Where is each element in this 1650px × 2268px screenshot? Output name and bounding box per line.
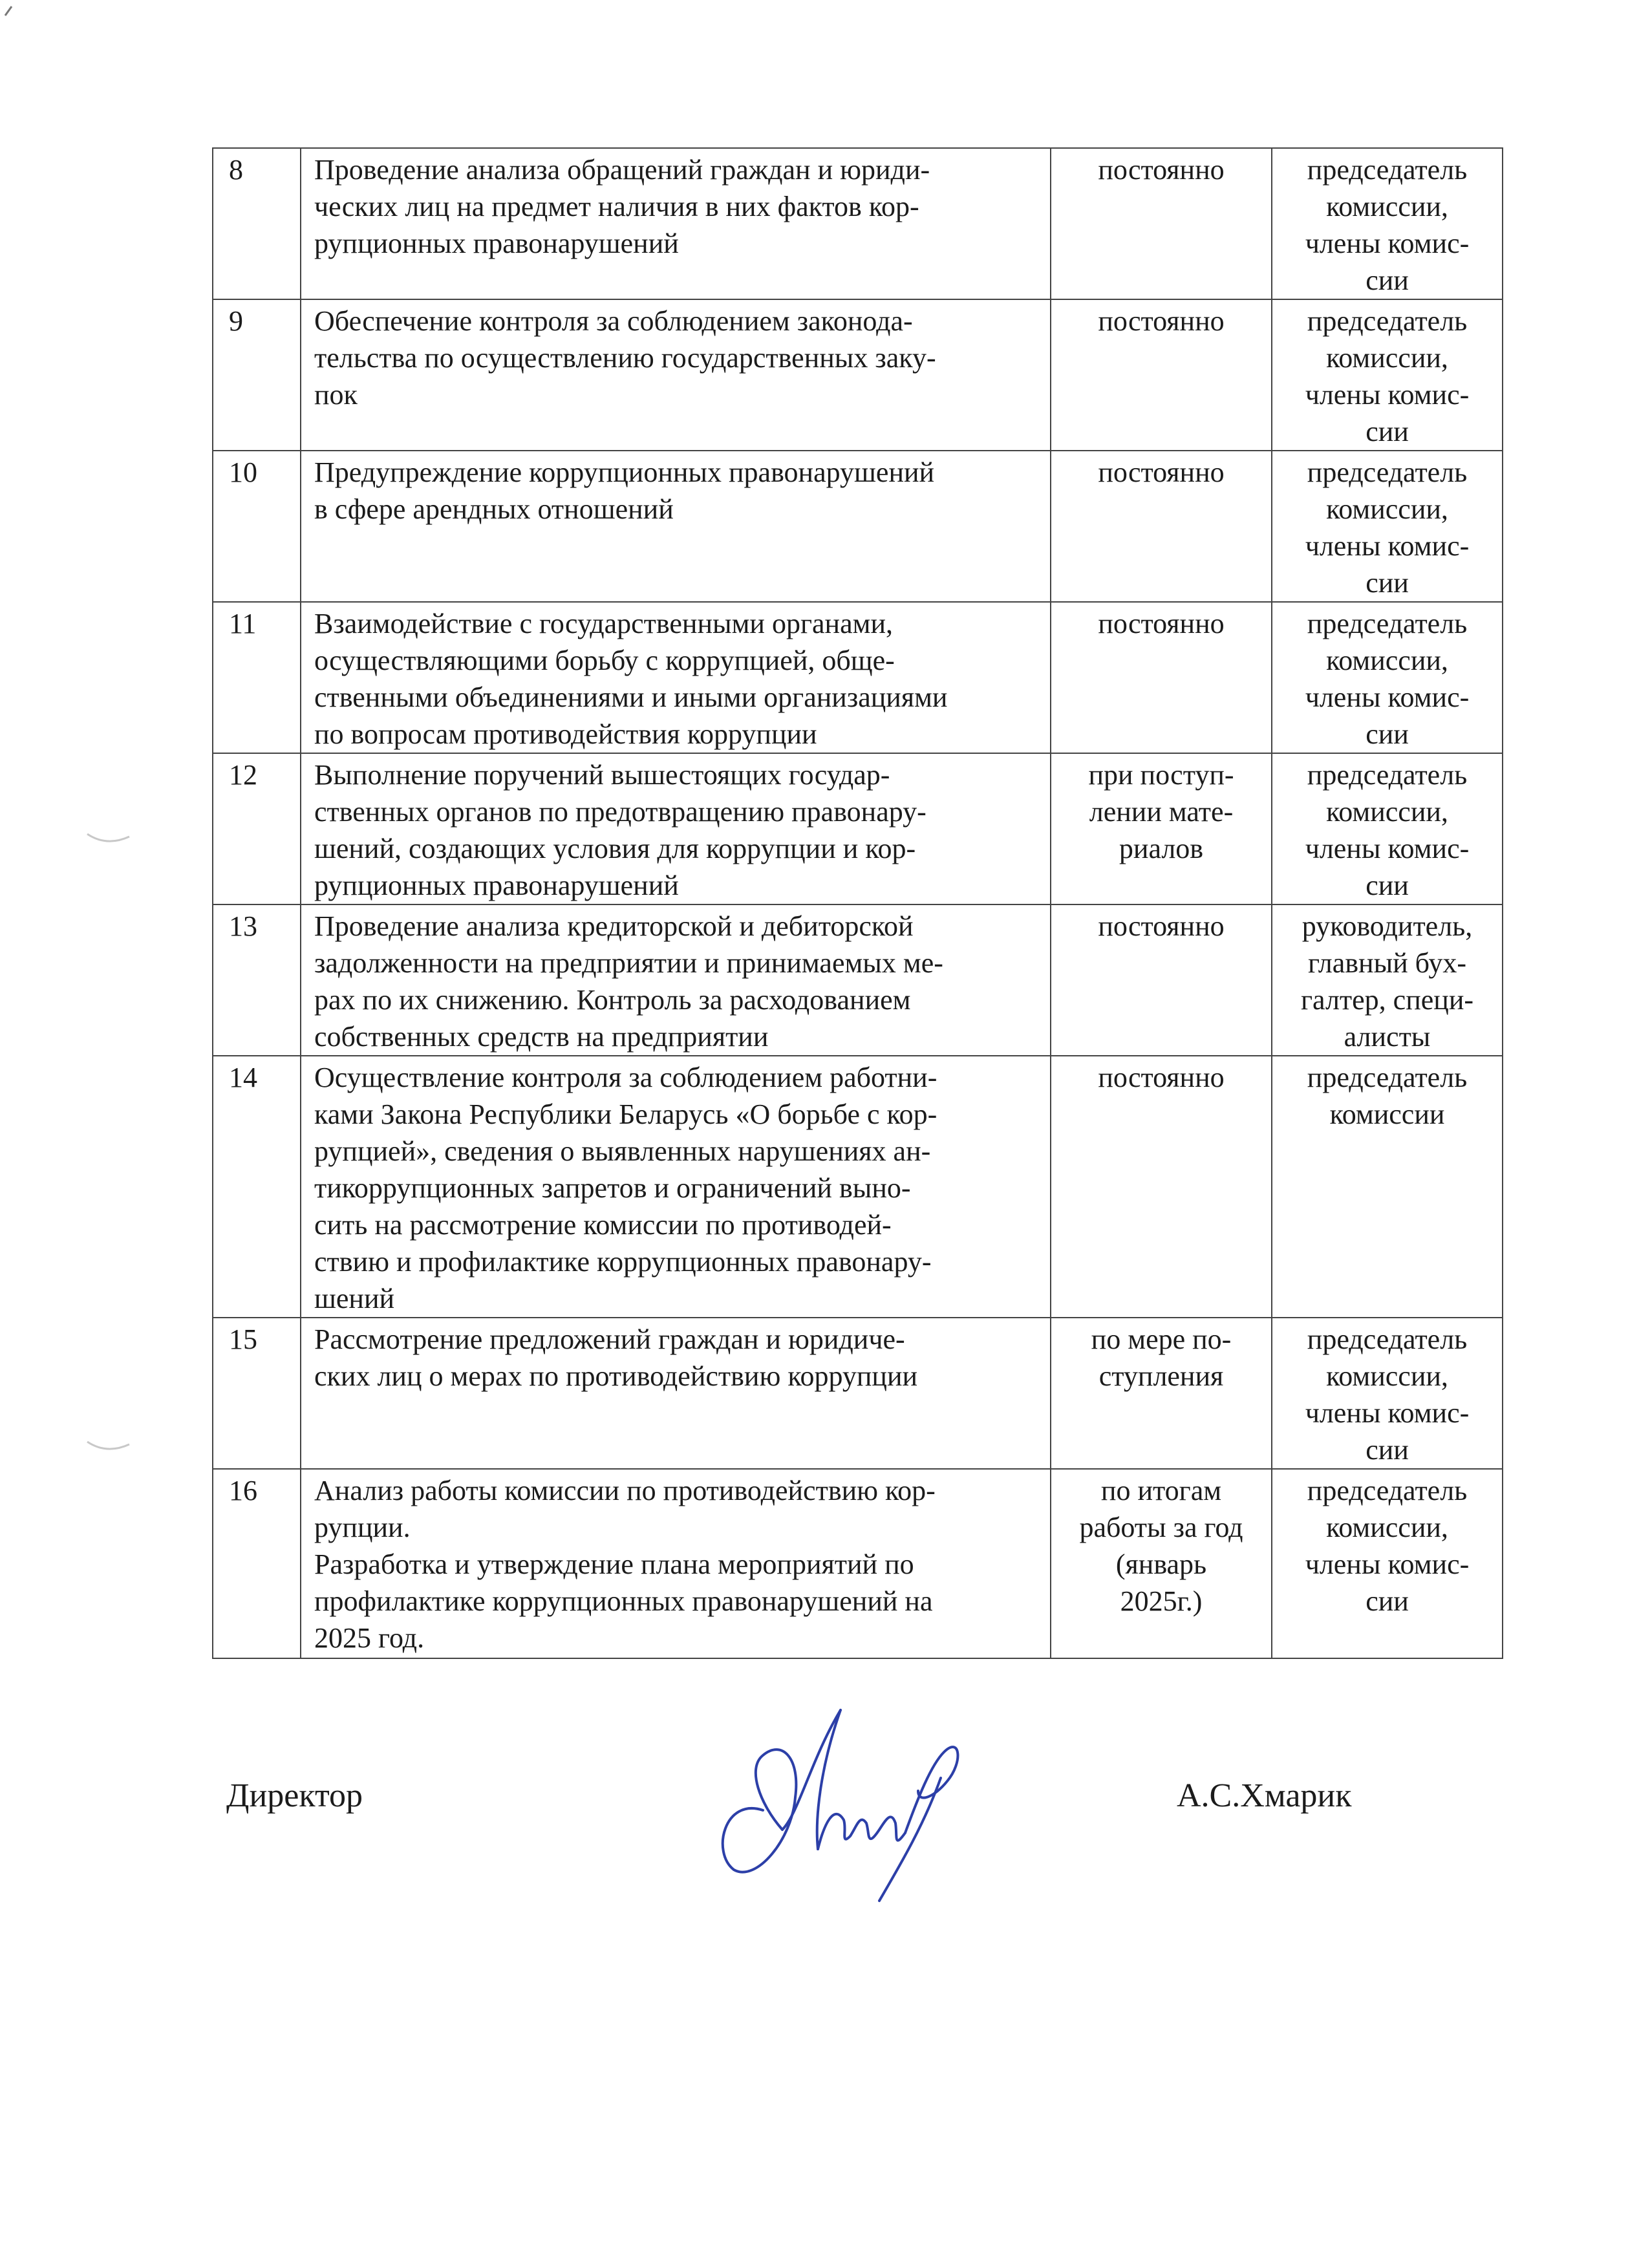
deadline-text (1051, 148, 1272, 299)
responsible-text (1272, 1056, 1503, 1318)
row-number (213, 602, 301, 753)
responsible-text-value: председатель комиссии (1307, 1062, 1468, 1130)
table-row (213, 1469, 1503, 1658)
deadline-text-value: по итогам работы за год (январь 2025г.) (1079, 1475, 1243, 1617)
responsible-text-value: председатель комиссии, члены комис- сии (1305, 456, 1470, 599)
deadline-text (1051, 1469, 1272, 1658)
row-number (213, 451, 301, 602)
table-row (213, 148, 1503, 299)
responsible-text (1272, 1318, 1503, 1469)
row-number (213, 1469, 301, 1658)
responsible-text-value: председатель комиссии, члены комис- сии (1305, 1323, 1470, 1466)
measure-text (301, 1056, 1051, 1318)
responsible-text-value: председатель комиссии, члены комис- сии (1305, 608, 1470, 750)
deadline-text-value: постоянно (1098, 305, 1225, 337)
measure-text (301, 753, 1051, 904)
deadline-text (1051, 299, 1272, 451)
scan-mark (0, 0, 26, 26)
responsible-text (1272, 299, 1503, 451)
table-row (213, 1318, 1503, 1469)
responsible-text-value: председатель комиссии, члены комис- сии (1305, 1475, 1470, 1617)
deadline-text-value: постоянно (1098, 1062, 1225, 1093)
director-name: А.С.Хмарик (1177, 1777, 1352, 1814)
responsible-text-value: председатель комиссии, члены комис- сии (1305, 154, 1470, 296)
measure-text-value: Выполнение поручений вышестоящих государ- ственных органов по предотвращению правонару- шений, создающих условия для коррупции и кор- рупционных правонарушений (314, 759, 927, 901)
table-row (213, 1056, 1503, 1318)
row-number-value: 13 (229, 910, 257, 942)
measure-text (301, 451, 1051, 602)
measure-text (301, 299, 1051, 451)
measure-text (301, 1469, 1051, 1658)
table-row (213, 451, 1503, 602)
measure-text (301, 904, 1051, 1056)
responsible-text (1272, 602, 1503, 753)
measure-text-value: Проведение анализа кредиторской и дебиторской задолженности на предприятии и принимаемых ме- рах по их снижению. Контроль за расходованием собственных средств на предприятии (314, 910, 943, 1053)
responsible-text-value: руководитель, главный бух- галтер, специ- алисты (1300, 910, 1474, 1053)
row-number-value: 16 (229, 1475, 257, 1506)
measures-table (212, 147, 1503, 1659)
measure-text (301, 1318, 1051, 1469)
director-signature (685, 1700, 996, 1914)
deadline-text-value: постоянно (1098, 608, 1225, 639)
table-row (213, 904, 1503, 1056)
responsible-text (1272, 1469, 1503, 1658)
deadline-text (1051, 602, 1272, 753)
deadline-text-value: постоянно (1098, 154, 1225, 186)
measure-text-value: Предупреждение коррупционных правонарушений в сфере арендных отношений (314, 456, 935, 525)
measure-text-value: Рассмотрение предложений граждан и юридиче- ских лиц о мерах по противодействию коррупции (314, 1323, 918, 1392)
scan-mark (81, 828, 139, 853)
measure-text (301, 602, 1051, 753)
deadline-text-value: постоянно (1098, 910, 1225, 942)
row-number-value: 9 (229, 305, 243, 337)
deadline-text (1051, 451, 1272, 602)
row-number-value: 15 (229, 1323, 257, 1355)
row-number-value: 14 (229, 1062, 257, 1093)
deadline-text (1051, 753, 1272, 904)
table-row (213, 753, 1503, 904)
responsible-text-value: председатель комиссии, члены комис- сии (1305, 305, 1470, 447)
table-row (213, 602, 1503, 753)
row-number (213, 148, 301, 299)
row-number (213, 904, 301, 1056)
table-row (213, 299, 1503, 451)
director-position: Директор (226, 1777, 363, 1814)
row-number (213, 1056, 301, 1318)
row-number (213, 753, 301, 904)
responsible-text (1272, 753, 1503, 904)
deadline-text-value: по мере по- ступления (1091, 1323, 1232, 1392)
scan-mark (81, 1435, 139, 1461)
table-body (213, 148, 1503, 1658)
responsible-text (1272, 451, 1503, 602)
measure-text-value: Анализ работы комиссии по противодействию кор- рупции. Разработка и утверждение плана мероприятий по профилактике коррупционных правонарушений на 2025 год. (314, 1475, 936, 1654)
row-number-value: 11 (229, 608, 257, 639)
deadline-text-value: при поступ- лении мате- риалов (1088, 759, 1234, 864)
row-number-value: 8 (229, 154, 243, 186)
measure-text-value: Взаимодействие с государственными органами, осуществляющими борьбу с коррупцией, обще- ственными объединениями и иными организациями по вопросам противодействия коррупции (314, 608, 948, 750)
responsible-text-value: председатель комиссии, члены комис- сии (1305, 759, 1470, 901)
measure-text-value: Обеспечение контроля за соблюдением законода- тельства по осуществлению государственных заку- пок (314, 305, 936, 411)
responsible-text (1272, 904, 1503, 1056)
row-number-value: 12 (229, 759, 257, 791)
row-number (213, 1318, 301, 1469)
responsible-text (1272, 148, 1503, 299)
deadline-text (1051, 1318, 1272, 1469)
row-number (213, 299, 301, 451)
row-number-value: 10 (229, 456, 257, 488)
measure-text-value: Проведение анализа обращений граждан и юриди- ческих лиц на предмет наличия в них фактов кор- рупционных правонарушений (314, 154, 930, 259)
deadline-text (1051, 904, 1272, 1056)
measure-text-value: Осуществление контроля за соблюдением работни- ками Закона Республики Беларусь «О борьбе с кор- рупцией», сведения о выявленных нарушениях ан- тикоррупционных запретов и ограничений выно- сить на рассмотрение комиссии по противодей- ствию и профилактике коррупционных правонару- шений (314, 1062, 938, 1314)
deadline-text-value: постоянно (1098, 456, 1225, 488)
deadline-text (1051, 1056, 1272, 1318)
measure-text (301, 148, 1051, 299)
